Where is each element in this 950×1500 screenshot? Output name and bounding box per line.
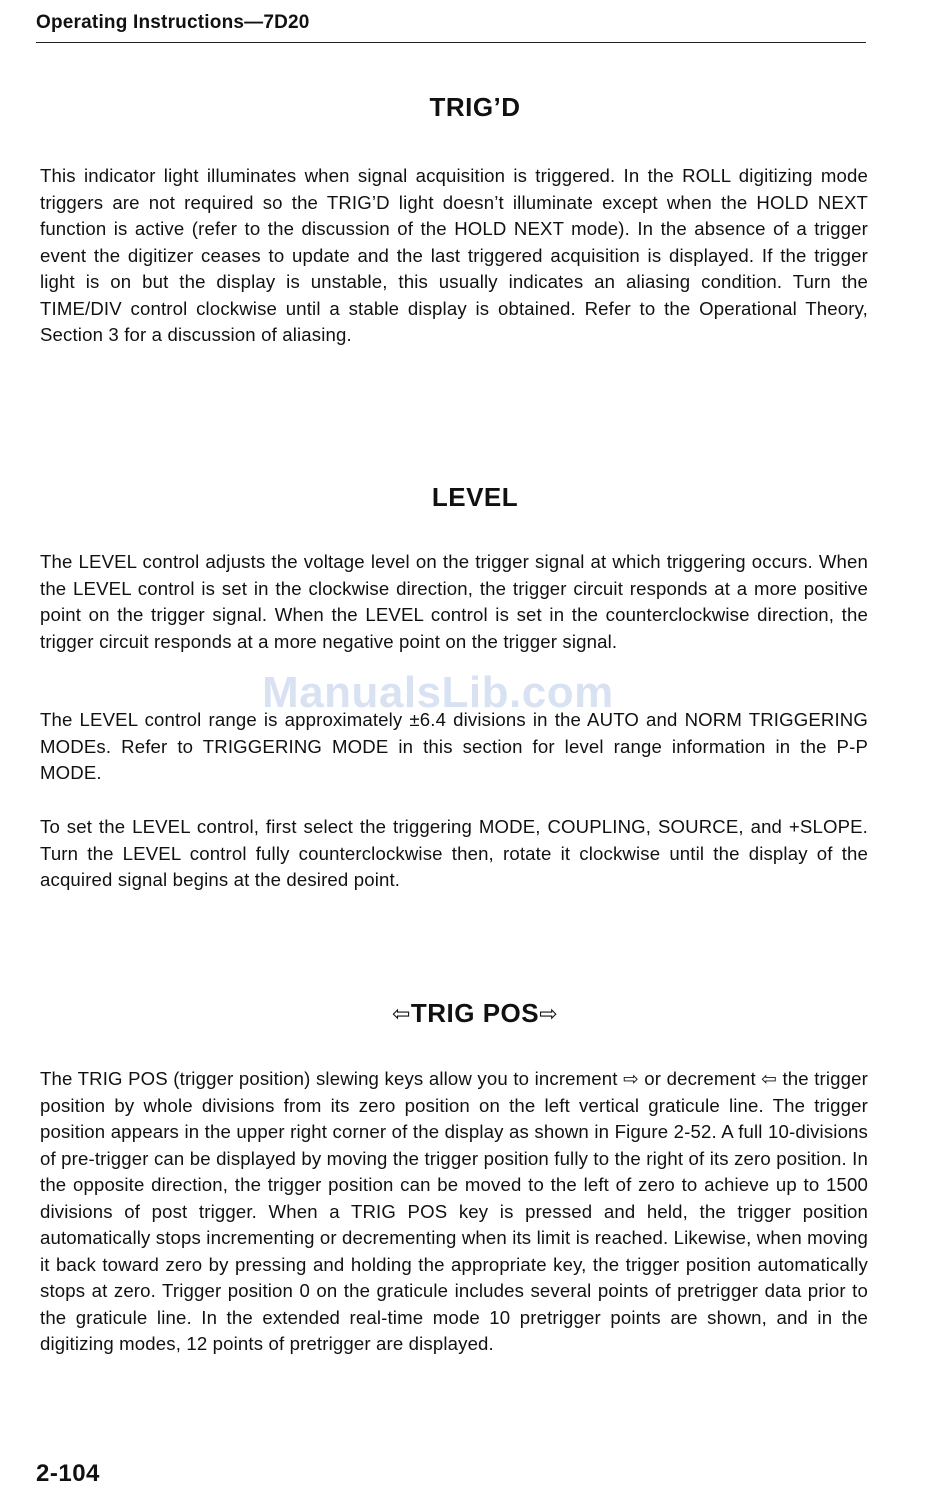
left-arrow-icon: ⇦	[391, 1001, 411, 1026]
paragraph-level-setup: To set the LEVEL control, first select the triggering MODE, COUPLING, SOURCE, and +SLOPE. Turn the LEVEL control fully counterclockwise then, rotate it clockwise until the display of the acquired signal begins at the desired point.	[40, 816, 868, 890]
paragraph-level-range: The LEVEL control range is approximately ±6.4 divisions in the AUTO and NORM TRIGGERING MODEs. Refer to TRIGGERING MODE in this section for level range information in the P-P MODE.	[40, 709, 868, 783]
right-arrow-icon: ⇨	[539, 1001, 559, 1026]
section-title-level: LEVEL	[431, 482, 519, 512]
paragraph-level-description: The LEVEL control adjusts the voltage level on the trigger signal at which triggering occurs. When the LEVEL control is set in the clockwise direction, the trigger circuit responds at a more positive point on the trigger signal. When the LEVEL control is set in the counterclockwise direction, the trigger circuit responds at a more negative point on the trigger signal.	[40, 551, 868, 652]
paragraph-trigpos-description: The TRIG POS (trigger position) slewing keys allow you to increment ⇨ or decrement ⇦ the trigger position by whole divisions from its zero position on the left vertical graticule line. The trigger position appears in the upper right corner of the display as shown in Figure 2-52. A full 10-divisions of pre-trigger can be displayed by moving the trigger position fully to the right of its zero position. In the opposite direction, the trigger position can be moved to the left of zero to achieve up to 1500 divisions of post trigger. When a TRIG POS key is pressed and held, the trigger position automatically stops incrementing or decrementing when its limit is reached. Likewise, when moving it back toward zero by pressing and holding the appropriate key, the trigger position automatically stops at zero. Trigger position 0 on the graticule includes several points of pretrigger data prior to the graticule line. In the extended real-time mode 10 pretrigger points are shown, and in the digitizing modes, 12 points of pretrigger are displayed.	[40, 1068, 868, 1354]
page-number: 2-104	[36, 1460, 100, 1487]
section-title-trigd: TRIG’D	[429, 92, 521, 122]
manualslib-watermark: ManualsLib.com	[262, 668, 614, 717]
header-divider	[36, 42, 866, 43]
paragraph-trigd-description: This indicator light illuminates when signal acquisition is triggered. In the ROLL digitizing mode triggers are not required so the TRIG’D light doesn’t illuminate except when the HOLD NEXT function is active (refer to the discussion of the HOLD NEXT mode). In the absence of a trigger event the digitizer ceases to update and the last triggered acquisition is displayed. If the trigger light is on but the display is unstable, this usually indicates an aliasing condition. Turn the TIME/DIV control clockwise until a stable display is obtained. Refer to the Operational Theory, Section 3 for a discussion of aliasing.	[40, 165, 868, 345]
running-header: Operating Instructions—7D20	[36, 12, 310, 33]
section-title-trigpos: TRIG POS	[410, 998, 540, 1028]
section-title-trigpos-wrap	[0, 998, 950, 1029]
